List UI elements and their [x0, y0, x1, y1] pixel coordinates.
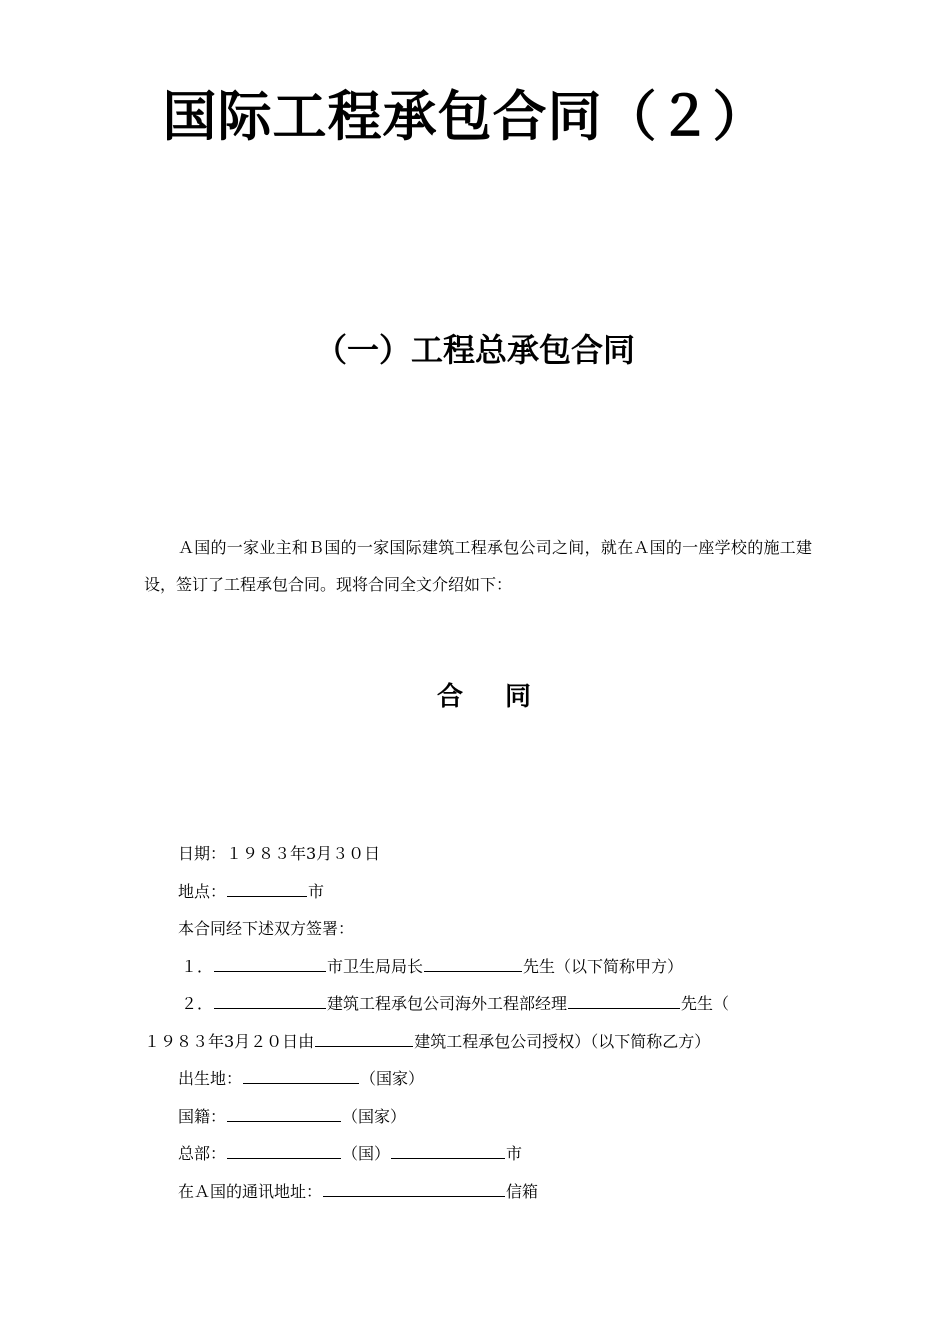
- place-blank: [227, 882, 307, 897]
- contract-body: [144, 835, 844, 1210]
- party2-continuation-line: [144, 1023, 844, 1061]
- party2-end: 先生（: [681, 994, 730, 1013]
- nationality-blank: [227, 1107, 341, 1122]
- page-title: 国际工程承包合同（２）: [162, 85, 768, 148]
- party2-company-blank: [214, 994, 326, 1009]
- party2-line: [144, 985, 844, 1023]
- party2-authorization: 建筑工程承包公司授权）（以下简称乙方）: [414, 1031, 711, 1051]
- contract-heading: 合同: [436, 682, 573, 712]
- nationality-line: [144, 1098, 844, 1136]
- birthplace-suffix: （国家）: [360, 1069, 425, 1088]
- hq-mid: （国）: [342, 1144, 391, 1163]
- party2-authorizer-blank: [315, 1032, 413, 1047]
- hq-country-blank: [227, 1144, 341, 1159]
- date-text: 日期：１９８３年3月３０日: [178, 844, 381, 863]
- party1-city-blank: [214, 957, 326, 972]
- hq-city-blank: [391, 1144, 505, 1159]
- party1-end: 先生（以下简称甲方）: [523, 956, 684, 976]
- address-line: [144, 1173, 844, 1211]
- section-title: （一）工程总承包合同: [314, 331, 635, 369]
- nationality-suffix: （国家）: [342, 1106, 407, 1126]
- hq-suffix: 市: [506, 1144, 523, 1163]
- place-suffix: 市: [308, 881, 325, 901]
- party1-title: 市卫生局局长: [327, 956, 424, 976]
- intro-paragraph: Ａ国的一家业主和Ｂ国的一家国际建筑工程承包公司之间，就在Ａ国的一座学校的施工建设，签订了工程承包合同。现将合同全文介绍如下：: [144, 538, 812, 594]
- signed-by-text: 本合同经下述双方签署：: [178, 919, 355, 938]
- address-label: 在Ａ国的通讯地址：: [178, 1181, 323, 1201]
- place-label: 地点：: [178, 881, 227, 901]
- birthplace-line: [144, 1060, 844, 1098]
- party1-line: [144, 948, 844, 986]
- hq-label: 总部：: [178, 1144, 227, 1163]
- party1-number: １．: [181, 956, 214, 976]
- party2-number: ２．: [181, 994, 214, 1013]
- address-suffix: 信箱: [506, 1181, 539, 1201]
- headquarters-line: [144, 1135, 844, 1173]
- party2-date: １９８３年3月２０日由: [144, 1031, 315, 1051]
- party2-title: 建筑工程承包公司海外工程部经理: [327, 994, 568, 1013]
- signed-by-line: [144, 910, 844, 948]
- birthplace-label: 出生地：: [178, 1069, 243, 1088]
- address-blank: [323, 1182, 505, 1197]
- place-line: [144, 873, 844, 911]
- birthplace-blank: [243, 1069, 359, 1084]
- party2-name-blank: [568, 994, 680, 1009]
- party1-name-blank: [424, 957, 522, 972]
- nationality-label: 国籍：: [178, 1106, 227, 1126]
- date-line: [144, 835, 844, 873]
